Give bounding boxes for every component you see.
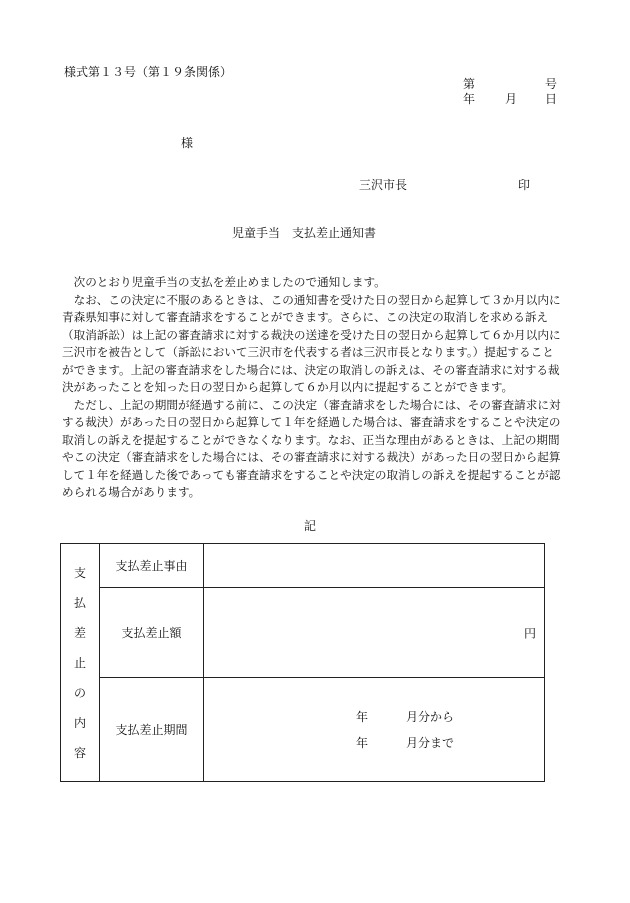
record-mark: 記 — [304, 519, 317, 533]
vertical-char: 払 — [73, 595, 86, 610]
sender-title: 三沢市長 — [359, 178, 408, 192]
notice-body — [62, 274, 562, 502]
vertical-header — [73, 558, 87, 768]
period-lines — [356, 704, 454, 756]
seal-mark: 印 — [518, 178, 531, 192]
document-number-prefix: 第 — [463, 77, 476, 91]
table-row — [61, 678, 545, 782]
amount-value-field[interactable] — [204, 588, 545, 678]
period-to-month: 月分まで — [406, 735, 455, 750]
period-value-field[interactable] — [204, 678, 545, 782]
reason-label: 支払差止事由 — [100, 544, 204, 588]
table-row — [61, 544, 545, 588]
period-to-year: 年 — [356, 735, 369, 750]
vertical-header-cell — [61, 544, 100, 782]
vertical-char: の — [73, 685, 86, 700]
yen-unit: 円 — [523, 626, 536, 640]
body-paragraph: なお、この決定に不服のあるときは、この通知書を受けた日の翌日から起算して３か月以内に青森県知事に対して審査請求をすることができます。さらに、この決定の取消しを求める訴え（取消訴訟）は上記の審査請求に対する裁決の送達を受けた日の翌日から起算して６か月以内に三沢市を被告として（訴訟において三沢市を代表する者は三沢市長となります。）提起することができます。上記の審査請求をした場合には、決定の取消しの訴えは、その審査請求に対する裁決があったことを知った日の翌日から起算して６か月以内に提起することができます。 — [62, 292, 561, 394]
date-year-label: 年 — [463, 92, 476, 106]
addressee-honorific: 様 — [181, 136, 194, 150]
suspension-details-table — [60, 543, 545, 782]
amount-label: 支払差止額 — [100, 588, 204, 678]
vertical-char: 差 — [73, 625, 86, 640]
period-from — [356, 704, 454, 730]
date-day-label: 日 — [545, 92, 558, 106]
document-title: 児童手当 支払差止通知書 — [232, 226, 377, 240]
table-row — [61, 588, 545, 678]
document-number-suffix: 号 — [545, 77, 558, 91]
date-month-label: 月 — [505, 92, 518, 106]
vertical-char: 内 — [73, 715, 86, 730]
period-to — [356, 730, 454, 756]
form-number: 様式第１３号（第１９条関係） — [64, 65, 233, 79]
period-from-year: 年 — [356, 709, 369, 724]
body-paragraph: 次のとおり児童手当の支払を差止めましたので通知します。 — [73, 275, 386, 289]
vertical-char: 止 — [73, 655, 86, 670]
reason-value-field[interactable] — [204, 544, 545, 588]
period-from-month: 月分から — [406, 709, 455, 724]
vertical-char: 容 — [73, 745, 86, 760]
body-paragraph: ただし、上記の期間が経過する前に、この決定（審査請求をした場合には、その審査請求に対する裁決）があった日の翌日から起算して１年を経過した場合は、審査請求をすることや決定の取消しの訴えを提起することができなくなります。なお、正当な理由があるときは、上記の期間やこの決定（審査請求をした場合には、その審査請求に対する裁決）があった日の翌日から起算して１年を経過した後であっても審査請求をすることや決定の取消しの訴えを提起することが認められる場合があります。 — [62, 397, 561, 499]
period-label: 支払差止期間 — [100, 678, 204, 782]
vertical-char: 支 — [73, 565, 86, 580]
